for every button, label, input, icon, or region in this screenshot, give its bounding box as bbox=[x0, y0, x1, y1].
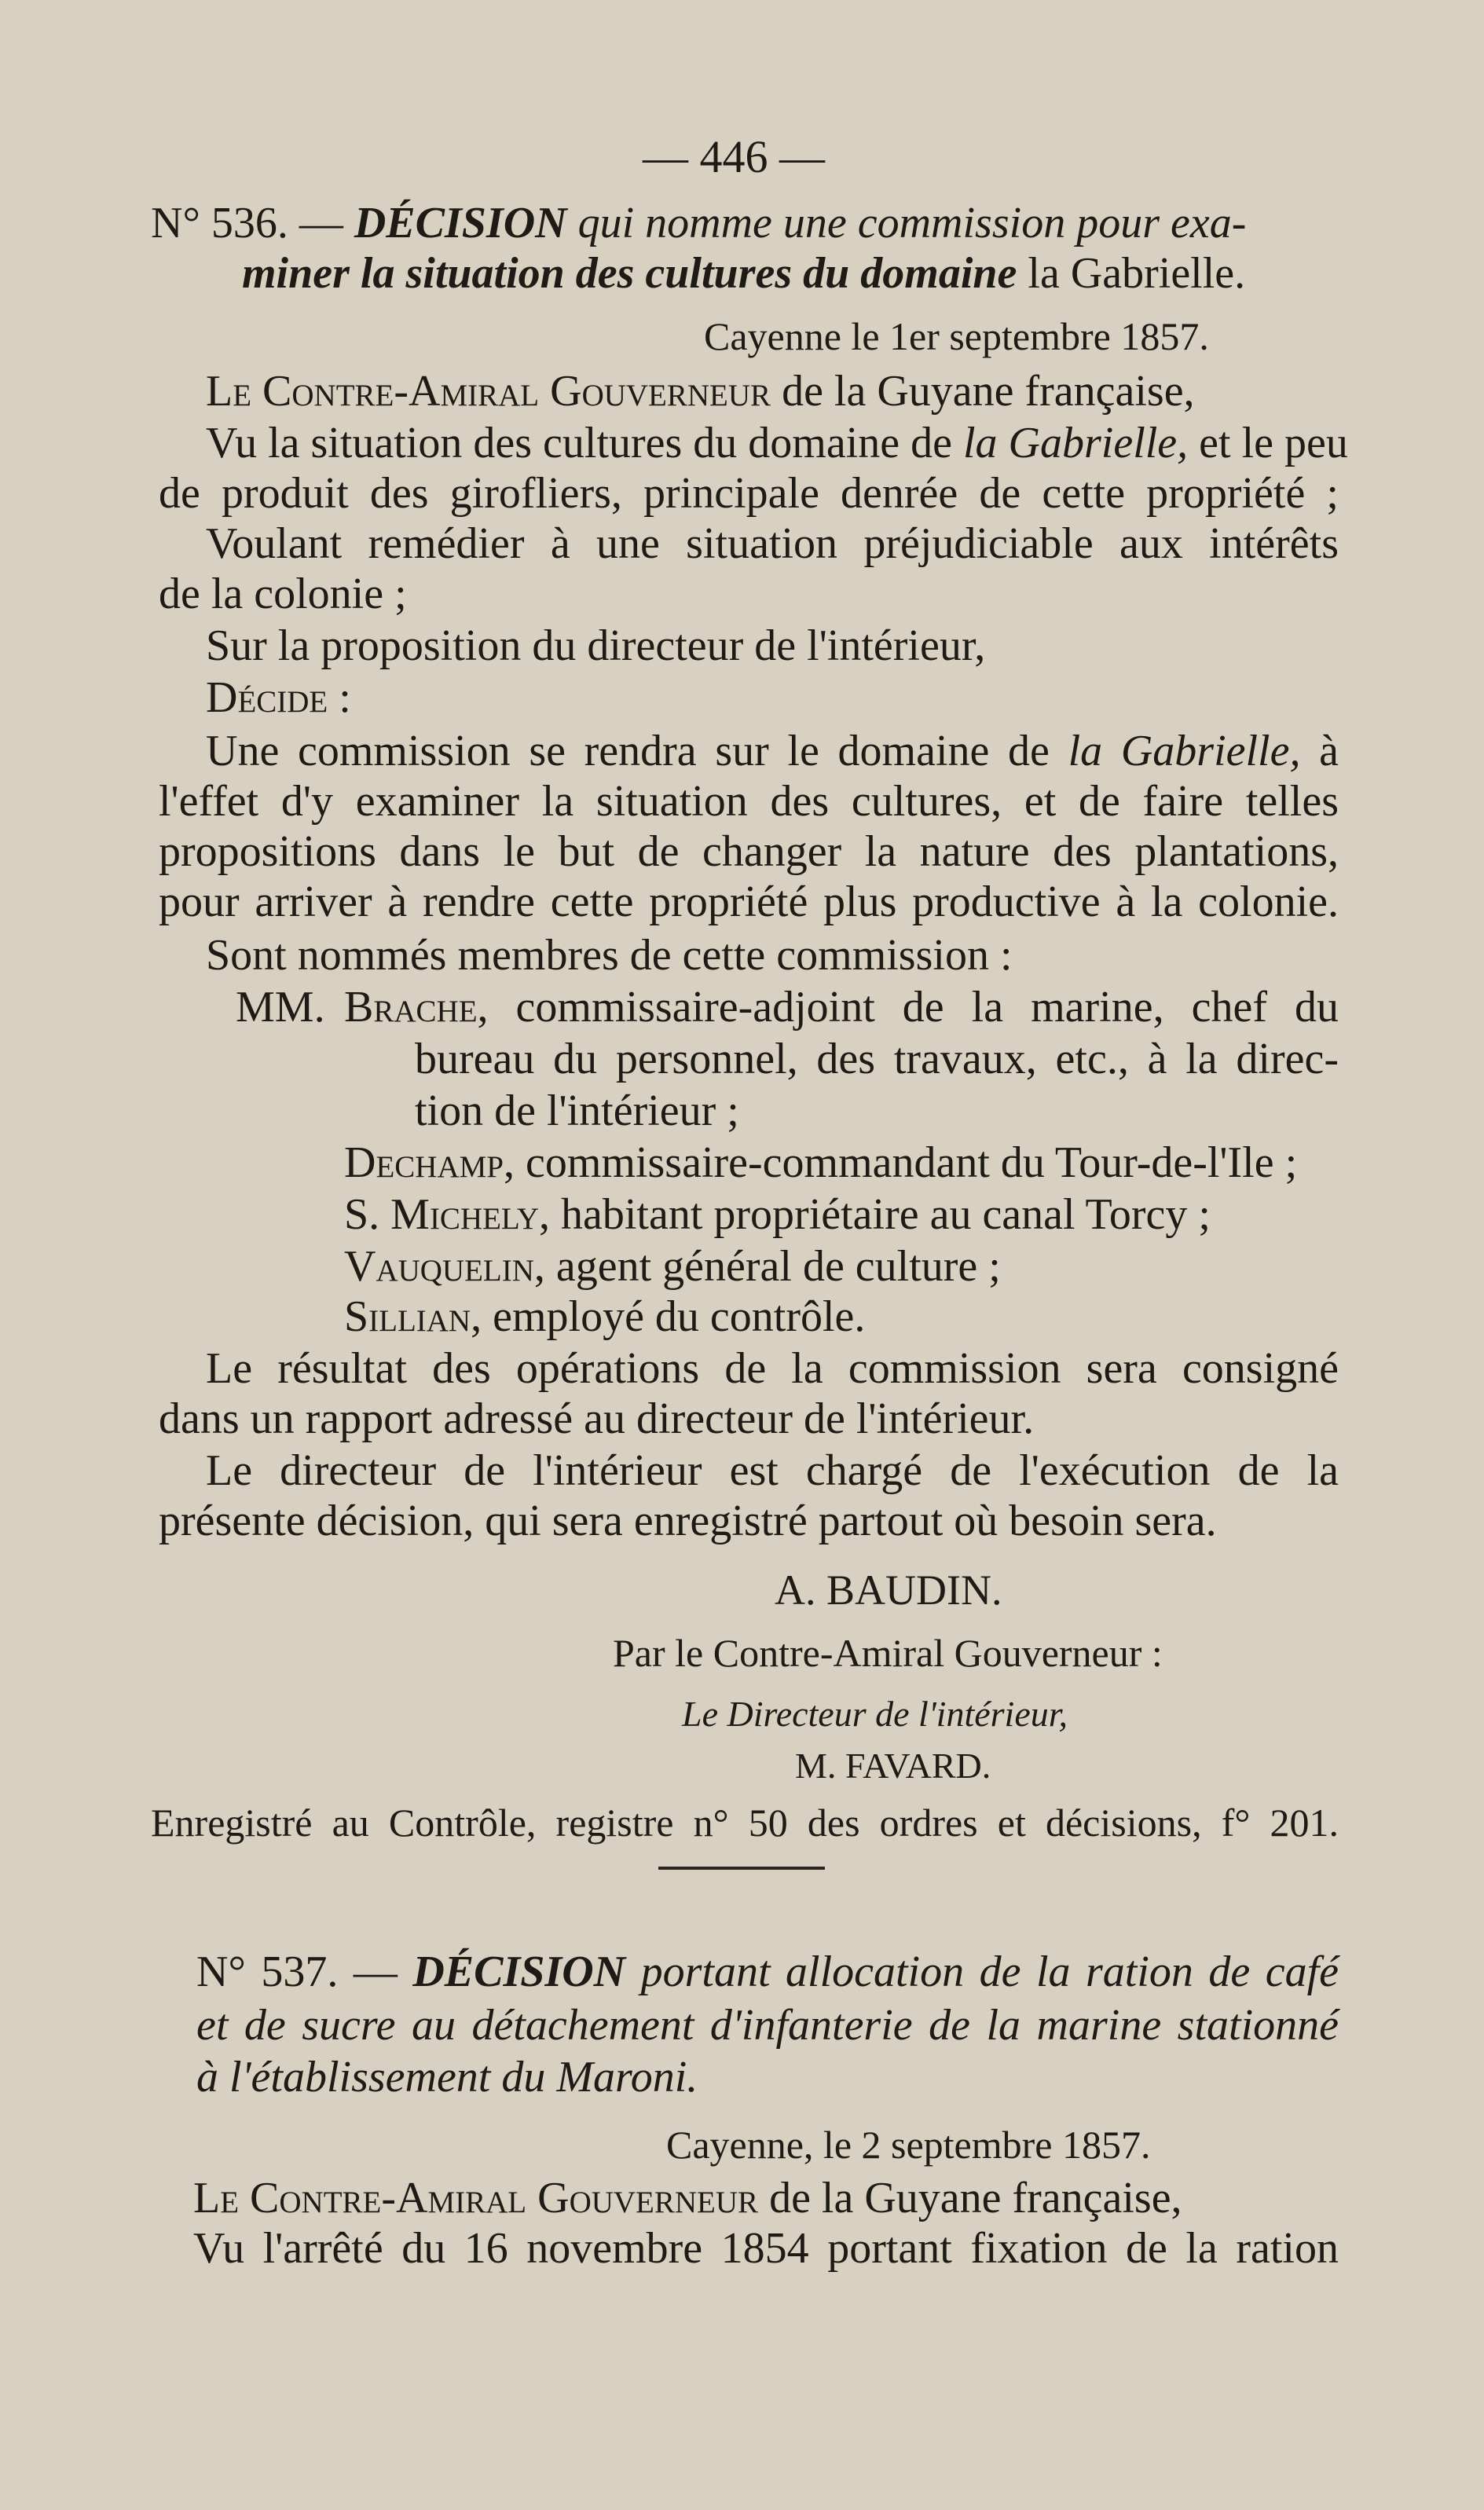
decision-536-mm-label: MM. bbox=[236, 983, 325, 1031]
decision-537-keyword: DÉCISION bbox=[412, 1948, 626, 1996]
decision-536-article-line-4: pour arriver à rendre cette propriété plus productive à la colonie. bbox=[159, 878, 1339, 926]
decision-536-sur-la-proposition: Sur la proposition du directeur de l'intérieur, bbox=[206, 621, 986, 670]
decision-536-decide: Décide : bbox=[206, 673, 351, 722]
signature-favard: M. FAVARD. bbox=[795, 1746, 991, 1786]
decision-536-member-1-line-1: Brache, commissaire-adjoint de la marine, chef du bbox=[344, 983, 1339, 1031]
decision-536-vu-line-1: Vu la situation des cultures du domaine de la Gabrielle, et le peu bbox=[206, 419, 1348, 467]
decision-536-member-5: Sillian, employé du contrôle. bbox=[344, 1292, 866, 1341]
decision-536-keyword: DÉCISION bbox=[354, 199, 567, 247]
decision-536-vu-line-2: de produit des girofliers, principale denrée de cette propriété ; bbox=[159, 469, 1339, 518]
decision-537-title-line-1: N° 537. — DÉCISION portant allocation de la ration de café bbox=[196, 1948, 1339, 1996]
decision-536-registration: Enregistré au Contrôle, registre n° 50 des ordres et décisions, f° 201. bbox=[151, 1801, 1339, 1845]
page-number: — 446 — bbox=[643, 131, 825, 182]
decision-537-dateline: Cayenne, le 2 septembre 1857. bbox=[666, 2123, 1151, 2167]
decision-537-title-line-3: à l'établissement du Maroni. bbox=[196, 2053, 698, 2101]
decision-536-dateline: Cayenne le 1er septembre 1857. bbox=[704, 314, 1209, 358]
decision-536-member-2: Dechamp, commissaire-commandant du Tour-de-l'Ile ; bbox=[344, 1138, 1298, 1187]
decision-537-title-line-2: et de sucre au détachement d'infanterie de la marine stationné bbox=[196, 2001, 1339, 2050]
decision-536-result-line-1: Le résultat des opérations de la commission sera consigné bbox=[206, 1344, 1339, 1393]
decision-536-article-line-3: propositions dans le but de changer la nature des plantations, bbox=[159, 827, 1339, 876]
decision-537-vu-line: Vu l'arrêté du 16 novembre 1854 portant fixation de la ration bbox=[193, 2224, 1339, 2273]
decision-536-number: N° 536. bbox=[151, 199, 288, 247]
decision-536-member-1-line-3: tion de l'intérieur ; bbox=[415, 1086, 739, 1135]
decision-536-execution-line-2: présente décision, qui sera enregistré partout où besoin sera. bbox=[159, 1497, 1217, 1545]
decision-537-number: N° 537. bbox=[196, 1948, 339, 1996]
decision-537-issuer: Le Contre-Amiral Gouverneur de la Guyane française, bbox=[193, 2174, 1182, 2222]
decision-536-article-line-1: Une commission se rendra sur le domaine de la Gabrielle, à bbox=[206, 727, 1339, 775]
section-divider bbox=[658, 1867, 825, 1870]
decision-536-result-line-2: dans un rapport adressé au directeur de l'intérieur. bbox=[159, 1394, 1035, 1443]
decision-536-issuer: Le Contre-Amiral Gouverneur de la Guyane française, bbox=[206, 367, 1195, 416]
decision-536-member-1-line-2: bureau du personnel, des travaux, etc., à la direc- bbox=[415, 1035, 1339, 1083]
decision-536-article-line-2: l'effet d'y examiner la situation des cultures, et de faire telles bbox=[159, 777, 1339, 826]
decision-536-voulant-line-2: de la colonie ; bbox=[159, 570, 407, 618]
countersign-par: Par le Contre-Amiral Gouverneur : bbox=[613, 1631, 1163, 1675]
decision-536-title-line-1: N° 536. — DÉCISION qui nomme une commission pour exa- bbox=[151, 199, 1247, 247]
decision-536-execution-line-1: Le directeur de l'intérieur est chargé de l'exécution de la bbox=[206, 1446, 1339, 1495]
decision-536-voulant-line-1: Voulant remédier à une situation préjudiciable aux intérêts bbox=[206, 519, 1339, 568]
decision-536-member-3: S. Michely, habitant propriétaire au canal Torcy ; bbox=[344, 1190, 1211, 1239]
countersign-directeur: Le Directeur de l'intérieur, bbox=[682, 1694, 1068, 1734]
decision-536-title-line-2: miner la situation des cultures du domaine la Gabrielle. bbox=[242, 249, 1246, 298]
decision-536-sont-nommes: Sont nommés membres de cette commission : bbox=[206, 931, 1013, 980]
decision-536-member-4: Vauquelin, agent général de culture ; bbox=[344, 1242, 1001, 1291]
signature-baudin: A. BAUDIN. bbox=[775, 1566, 1002, 1614]
